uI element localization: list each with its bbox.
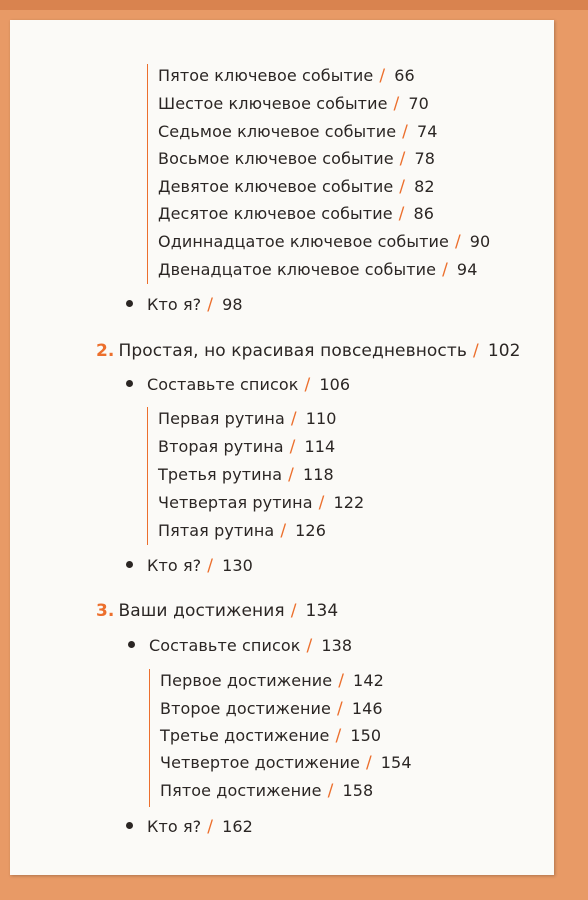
page-number: 134 [305, 601, 339, 621]
toc-entry-event-8[interactable] [158, 145, 435, 173]
entry-title: Десятое ключевое событие [158, 204, 393, 223]
separator: / [337, 699, 343, 719]
separator: / [318, 493, 325, 513]
toc-entry-achievement-4[interactable] [160, 749, 412, 777]
separator: / [402, 122, 408, 142]
toc-entry-achievement-1[interactable] [160, 667, 384, 695]
page-number: 94 [456, 260, 478, 279]
entry-title: Пятое ключевое событие [158, 66, 374, 85]
separator: / [327, 781, 334, 801]
separator: / [335, 726, 342, 746]
separator: / [289, 437, 296, 457]
page-number: 138 [321, 636, 353, 655]
page-number: 102 [487, 341, 521, 361]
separator: / [207, 556, 214, 576]
separator: / [290, 601, 297, 621]
page-number: 142 [353, 671, 384, 690]
toc-entry-routine-4[interactable] [158, 489, 364, 517]
toc-entry-routine-1[interactable] [158, 405, 337, 433]
page-number: 162 [222, 817, 253, 836]
separator: / [288, 465, 294, 485]
entry-title: Девятое ключевое событие [158, 177, 394, 196]
separator: / [365, 753, 372, 773]
page-number: 78 [414, 149, 436, 168]
toc-page [10, 20, 554, 875]
toc-chapter-3[interactable] [96, 597, 338, 625]
page-number: 114 [304, 437, 336, 456]
achievements-bracket [149, 669, 150, 807]
separator: / [398, 204, 405, 224]
routines-bracket [147, 407, 148, 545]
bullet-icon [126, 822, 133, 829]
toc-entry-event-7[interactable] [158, 118, 438, 146]
toc-entry-event-10[interactable] [158, 200, 434, 228]
entry-title: Пятое достижение [160, 781, 322, 800]
page-number: 90 [469, 232, 491, 251]
bullet-icon [126, 380, 133, 387]
toc-entry-make-list-2[interactable] [126, 371, 350, 399]
page-number: 106 [319, 375, 351, 394]
bullet-icon [126, 300, 133, 307]
separator: / [304, 375, 311, 395]
page-number: 154 [380, 753, 412, 772]
separator: / [473, 341, 479, 361]
entry-title: Четвертое достижение [160, 753, 360, 772]
toc-entry-make-list-3[interactable] [128, 632, 352, 660]
entry-title: Кто я? [147, 556, 202, 575]
page-number: 70 [408, 94, 429, 113]
page-number: 82 [414, 177, 435, 196]
separator: / [454, 232, 461, 252]
entry-title: Пятая рутина [158, 521, 275, 540]
chapter-title: Ваши достижения [118, 601, 285, 621]
page-number: 66 [394, 66, 415, 85]
separator: / [306, 636, 313, 656]
page-number: 130 [222, 556, 253, 575]
toc-entry-event-12[interactable] [158, 256, 477, 284]
separator: / [290, 409, 297, 429]
entry-title: Составьте список [149, 636, 301, 655]
entry-title: Второе достижение [160, 699, 331, 718]
book-cover-edge [0, 0, 588, 10]
chapter-title: Простая, но красивая повседневность [118, 341, 468, 361]
toc-entry-event-5[interactable] [158, 62, 415, 90]
toc-entry-routine-5[interactable] [158, 517, 326, 545]
separator: / [280, 521, 287, 541]
separator: / [442, 260, 448, 280]
entry-title: Одиннадцатое ключевое событие [158, 232, 449, 251]
bullet-icon [126, 561, 133, 568]
chapter-number: 2. [96, 341, 115, 361]
chapter-number: 3. [96, 601, 115, 621]
separator: / [338, 671, 345, 691]
entry-title: Двенадцатое ключевое событие [158, 260, 437, 279]
separator: / [393, 94, 400, 114]
page-number: 150 [350, 726, 382, 745]
entry-title: Первое достижение [160, 671, 333, 690]
entry-title: Третья рутина [158, 465, 283, 484]
entry-title: Третье достижение [160, 726, 330, 745]
entry-title: Седьмое ключевое событие [158, 122, 397, 141]
toc-entry-event-9[interactable] [158, 173, 435, 201]
separator: / [207, 295, 214, 315]
separator: / [399, 149, 406, 169]
toc-entry-who-am-i-3[interactable] [126, 813, 253, 841]
page-number: 86 [413, 204, 435, 223]
separator: / [379, 66, 386, 86]
toc-entry-event-6[interactable] [158, 90, 429, 118]
page-number: 122 [333, 493, 365, 512]
toc-entry-routine-2[interactable] [158, 433, 335, 461]
page-number: 146 [351, 699, 383, 718]
toc-entry-achievement-5[interactable] [160, 777, 373, 805]
entry-title: Четвертая рутина [158, 493, 313, 512]
page-number: 126 [295, 521, 326, 540]
entry-title: Первая рутина [158, 409, 285, 428]
separator: / [399, 177, 406, 197]
toc-entry-achievement-2[interactable] [160, 695, 383, 723]
toc-entry-event-11[interactable] [158, 228, 490, 256]
entry-title: Вторая рутина [158, 437, 284, 456]
toc-entry-routine-3[interactable] [158, 461, 334, 489]
entry-title: Кто я? [147, 295, 202, 314]
page-number: 158 [342, 781, 374, 800]
toc-chapter-2[interactable] [96, 337, 521, 365]
events-bracket [147, 64, 148, 284]
page-number: 98 [222, 295, 243, 314]
bullet-icon [128, 641, 135, 648]
separator: / [207, 817, 214, 837]
toc-entry-who-am-i-2[interactable] [126, 552, 253, 580]
entry-title: Шестое ключевое событие [158, 94, 388, 113]
page-number: 110 [305, 409, 337, 428]
page-number: 74 [416, 122, 438, 141]
toc-entry-who-am-i-1[interactable] [126, 291, 243, 319]
page-number: 118 [302, 465, 334, 484]
entry-title: Кто я? [147, 817, 202, 836]
toc-entry-achievement-3[interactable] [160, 722, 381, 750]
entry-title: Составьте список [147, 375, 299, 394]
entry-title: Восьмое ключевое событие [158, 149, 394, 168]
